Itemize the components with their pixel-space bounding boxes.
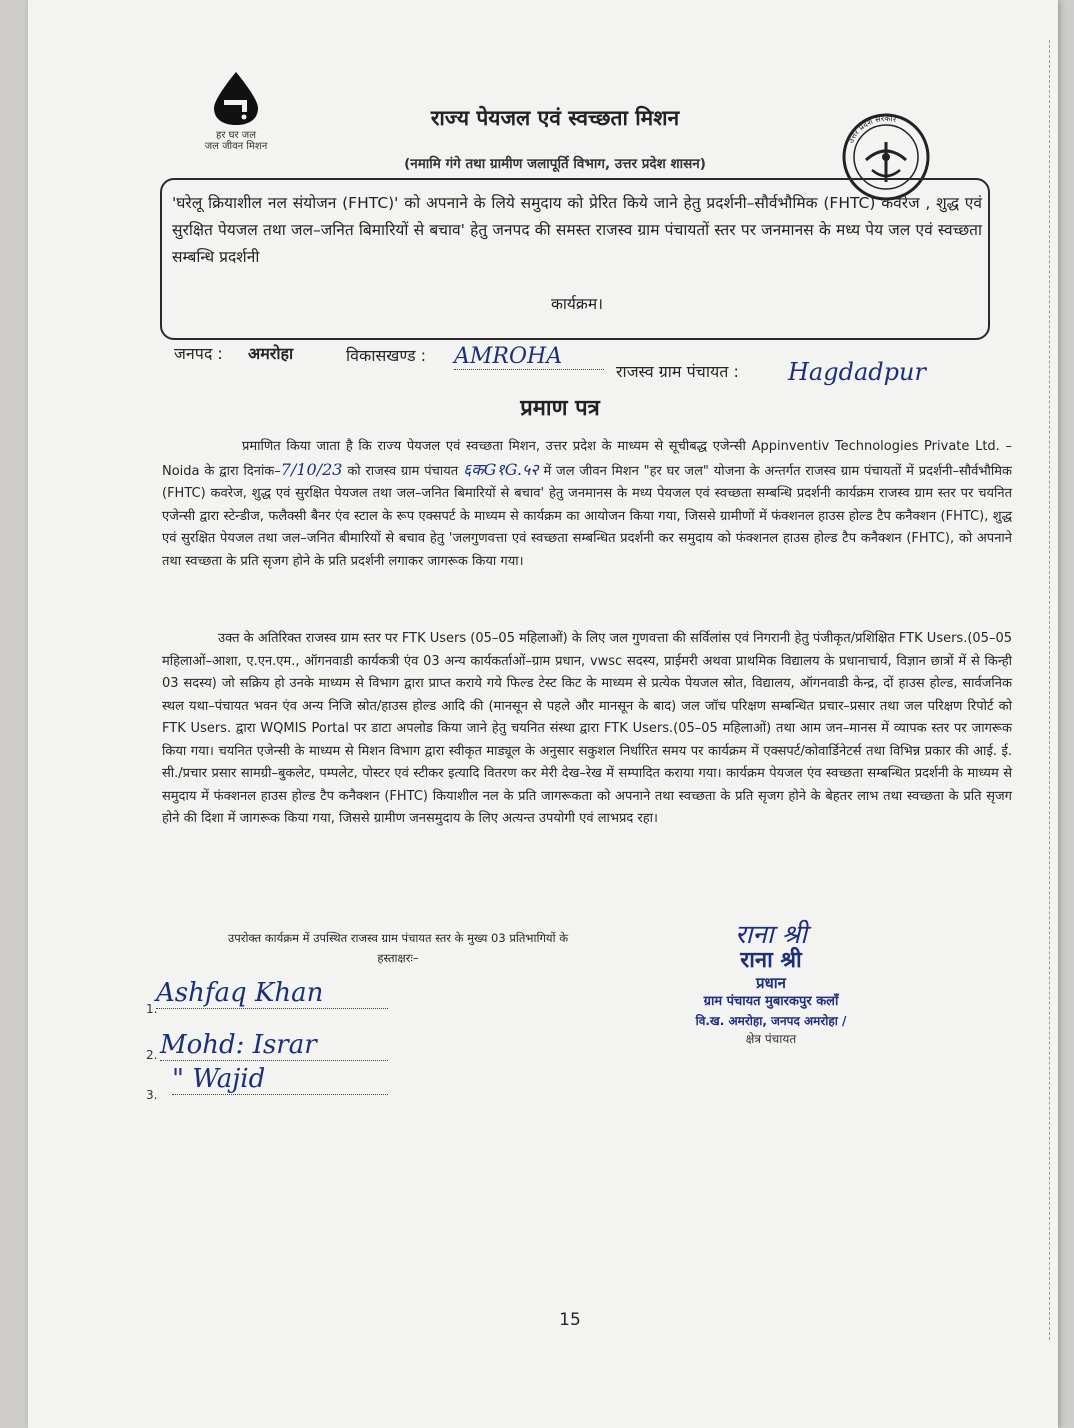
har-ghar-jal-logo [186,70,286,152]
district-label: जनपद : [174,344,223,363]
location-row [174,342,994,386]
block-label: विकासखण्ड : [346,346,427,365]
para1-part-b: को राजस्व ग्राम पंचायत [347,463,459,479]
signature-2-name: Mohd: Israr [160,1030,388,1061]
stamp-area: क्षेत्र पंचायत [745,1032,797,1046]
certificate-title: प्रमाण पत्र [520,396,600,421]
page-edge [1046,40,1050,1340]
program-banner-last-line: कार्यक्रम। [551,295,603,313]
signature-1-number: 1. [146,1002,158,1016]
logo-caption-2: जल जीवन मिशन [204,141,268,152]
svg-text:उत्तर प्रदेश सरकार [846,114,898,145]
pradhan-signature: राना श्री [735,920,807,950]
district-value: अमरोहा [248,344,294,363]
stamp-name: राना श्री [740,948,802,973]
stamp-block: वि.ख. अमरोहा, जनपद अमरोहा / [695,1014,847,1028]
certificate-paragraph-2 [162,628,1012,831]
signature-3-name: " Wajid [172,1064,388,1095]
participants-note-line2: हस्ताक्षरः– [377,951,419,965]
logo-caption-1: हर घर जल [216,130,256,141]
panchayat-value: Hagdadpur [788,358,926,386]
pradhan-stamp [656,922,886,1048]
para1-part-c: में जल जीवन मिशन "हर घर जल" योजना के अन्तर्गत राजस्व ग्राम पंचायतों में प्रदर्शनी–सौर्वभौमिक (FHTC) कवरेज, शुद्ध एवं सुरक्षित पेयजल तथा जल–जनित बिमारियों से बचाव' हेतु जनमानस के मध्य पेयजल एवं स्वच्छता सम्बन्धि प्रदर्शनी कार्यक्रम राजस्व ग्राम स्तर पर चयनित एजेन्सी द्वारा स्टेन्डीज, फलैक्सी बैनर एंव स्टाल के रूप एक्सपर्ट के माध्यम से कार्यक्रम का आयोजन किया गया, जिससे ग्रामीणों में फंक्शनल हाउस होल्ड टैप कनैक्शन (FHTC), शुद्ध एवं सुरक्षित पेयजल तथा जल–जनित बीमारियों से बचाव हेतु 'जलगुणवत्ता एवं स्वच्छता सम्बन्धित प्रदर्शनी कर समुदाय को फंक्शनल हाउस होल्ड टैप कनैक्शन (FHTC), को अपनाने तथा स्वच्छता के प्रति सृजग होने के प्रति प्रदर्शनी लगाकर जागरूक किया गया। [162,463,1013,569]
page-number: 15 [559,1310,581,1330]
seal-text: उत्तर प्रदेश सरकार [846,113,898,145]
participants-note [158,928,638,968]
block-value: AMROHA [454,344,604,370]
page-title: राज्य पेयजल एवं स्वच्छता मिशन [430,106,680,130]
program-date: 7/10/23 [280,459,343,479]
signature-3-number: 3. [146,1088,158,1102]
program-banner-text: 'घरेलू क्रियाशील नल संयोजन (FHTC)' को अपनाने के लिये समुदाय को प्रेरित किये जाने हेतु प्रदर्शनी–सौर्वभौमिक (FHTC) कवरेज , शुद्ध एवं सुरक्षित पेयजल तथा जल–जनित बिमारियों से बचाव' हेतु जनपद की समस्त राजस्व ग्राम पंचायतों स्तर पर जनमानस के मध्य पेय जल एवं स्वच्छता सम्बन्धि प्रदर्शनी [172,194,982,266]
participants-note-line1: उपरोक्त कार्यक्रम में उपस्थित राजस्व ग्राम पंचायत स्तर के मुख्य 03 प्रतिभागियों के [227,931,569,945]
stamp-designation: प्रधान [756,974,786,992]
certificate-paragraph-1 [162,436,1012,573]
para2-text: उक्त के अतिरिक्त राजस्व ग्राम स्तर पर FTK Users (05–05 महिलाओं) के लिए जल गुणवत्ता की सर्विलांस एवं निगरानी हेतु पंजीकृत/प्रशिक्षित FTK Users.(05–05 महिलाओं–आशा, ए.एन.एम., ऑगनवाडी कार्यकत्री एंव 03 अन्य कार्यकर्ताओं–ग्राम प्रधान, vwsc सदस्य, प्राईमरी अथवा प्राथमिक विद्यालय के प्रधानाचार्य, विज्ञान छात्रों में से किन्ही 03 सदस्य) जो सक्रिय हो उनके माध्यम से विभाग द्वारा प्राप्त कराये गये फिल्ड टेस्ट किट के माध्यम से प्रत्येक पेयजल स्रोत, विद्यालय, ऑगनवाडी केन्द्र, दों हाउस होल्ड, सार्वजनिक स्थल यथा–पंचायत भवन एंव अन्य निजि स्रोत/हाउस होल्ड आदि की (मानसून से पहले और मानसून के बाद) जल जॉच परिक्षण सम्बन्धित प्रचार–प्रसार तथा जल परिक्षण रिपोर्ट को FTK Users. द्वारा WQMIS Portal पर डाटा अपलोड किया जाने हेतु चयनित संस्था द्वारा FTK Users.(05–05 महिलाओं) तथा आम जन–मानस में व्यापक स्तर पर जागरूक किया गया। चयनित एजेन्सी के माध्यम से मिशन विभाग द्वारा स्वीकृत माड्यूल के अनुसार सकुशल निर्धारित समय पर कार्यक्रम में एक्सपर्ट/कोवार्डिनेटर्स तथा विभिन्न प्रकार की आई. ई. सी./प्रचार प्रसार सामग्री–बुकलेट, पम्पलेट, पोस्टर एवं स्टीकर इत्यादि वितरण कर मेरी देख–रेख में सम्पादित कराया गया। कार्यक्रम पेयजल एंव स्वच्छता सम्बन्धित प्रदर्शनी के माध्यम से समुदाय में फंक्शनल हाउस होल्ड टैप कनैक्शन (FHTC) कियाशील नल के प्रति जागरूकता को अपनाने तथा स्वच्छता के प्रति सृजग होने के बेहतर लाभ तथा स्वच्छता के प्रति सृजग होने की दिशा में जागरूक किया गया, जिससे ग्रामीण जनसमुदाय के लिए अत्यन्त उपयोगी एवं लाभप्रद रहा। [162,631,1012,826]
water-drop-icon [206,70,266,126]
page-subtitle: (नमामि गंगे तथा ग्रामीण जलापूर्ति विभाग, उत्तर प्रदेश शासन) [404,156,706,172]
panchayat-label: राजस्व ग्राम पंचायत : [616,362,739,381]
signature-1-name: Ashfaq Khan [156,978,388,1009]
panchayat-code: ६कG१G.५२ [462,459,539,479]
stamp-village: ग्राम पंचायत मुबारकपुर कलाँ [703,994,839,1009]
para1-part-a: प्रमाणित किया जाता है कि राज्य पेयजल एवं स्वच्छता मिशन, उत्तर प्रदेश के माध्यम से सूचीबद्ध एजेन्सी Appinventiv Technologies Private Ltd. – Noida के द्वारा दिनांक– [162,439,1012,479]
signature-2-number: 2. [146,1048,158,1062]
